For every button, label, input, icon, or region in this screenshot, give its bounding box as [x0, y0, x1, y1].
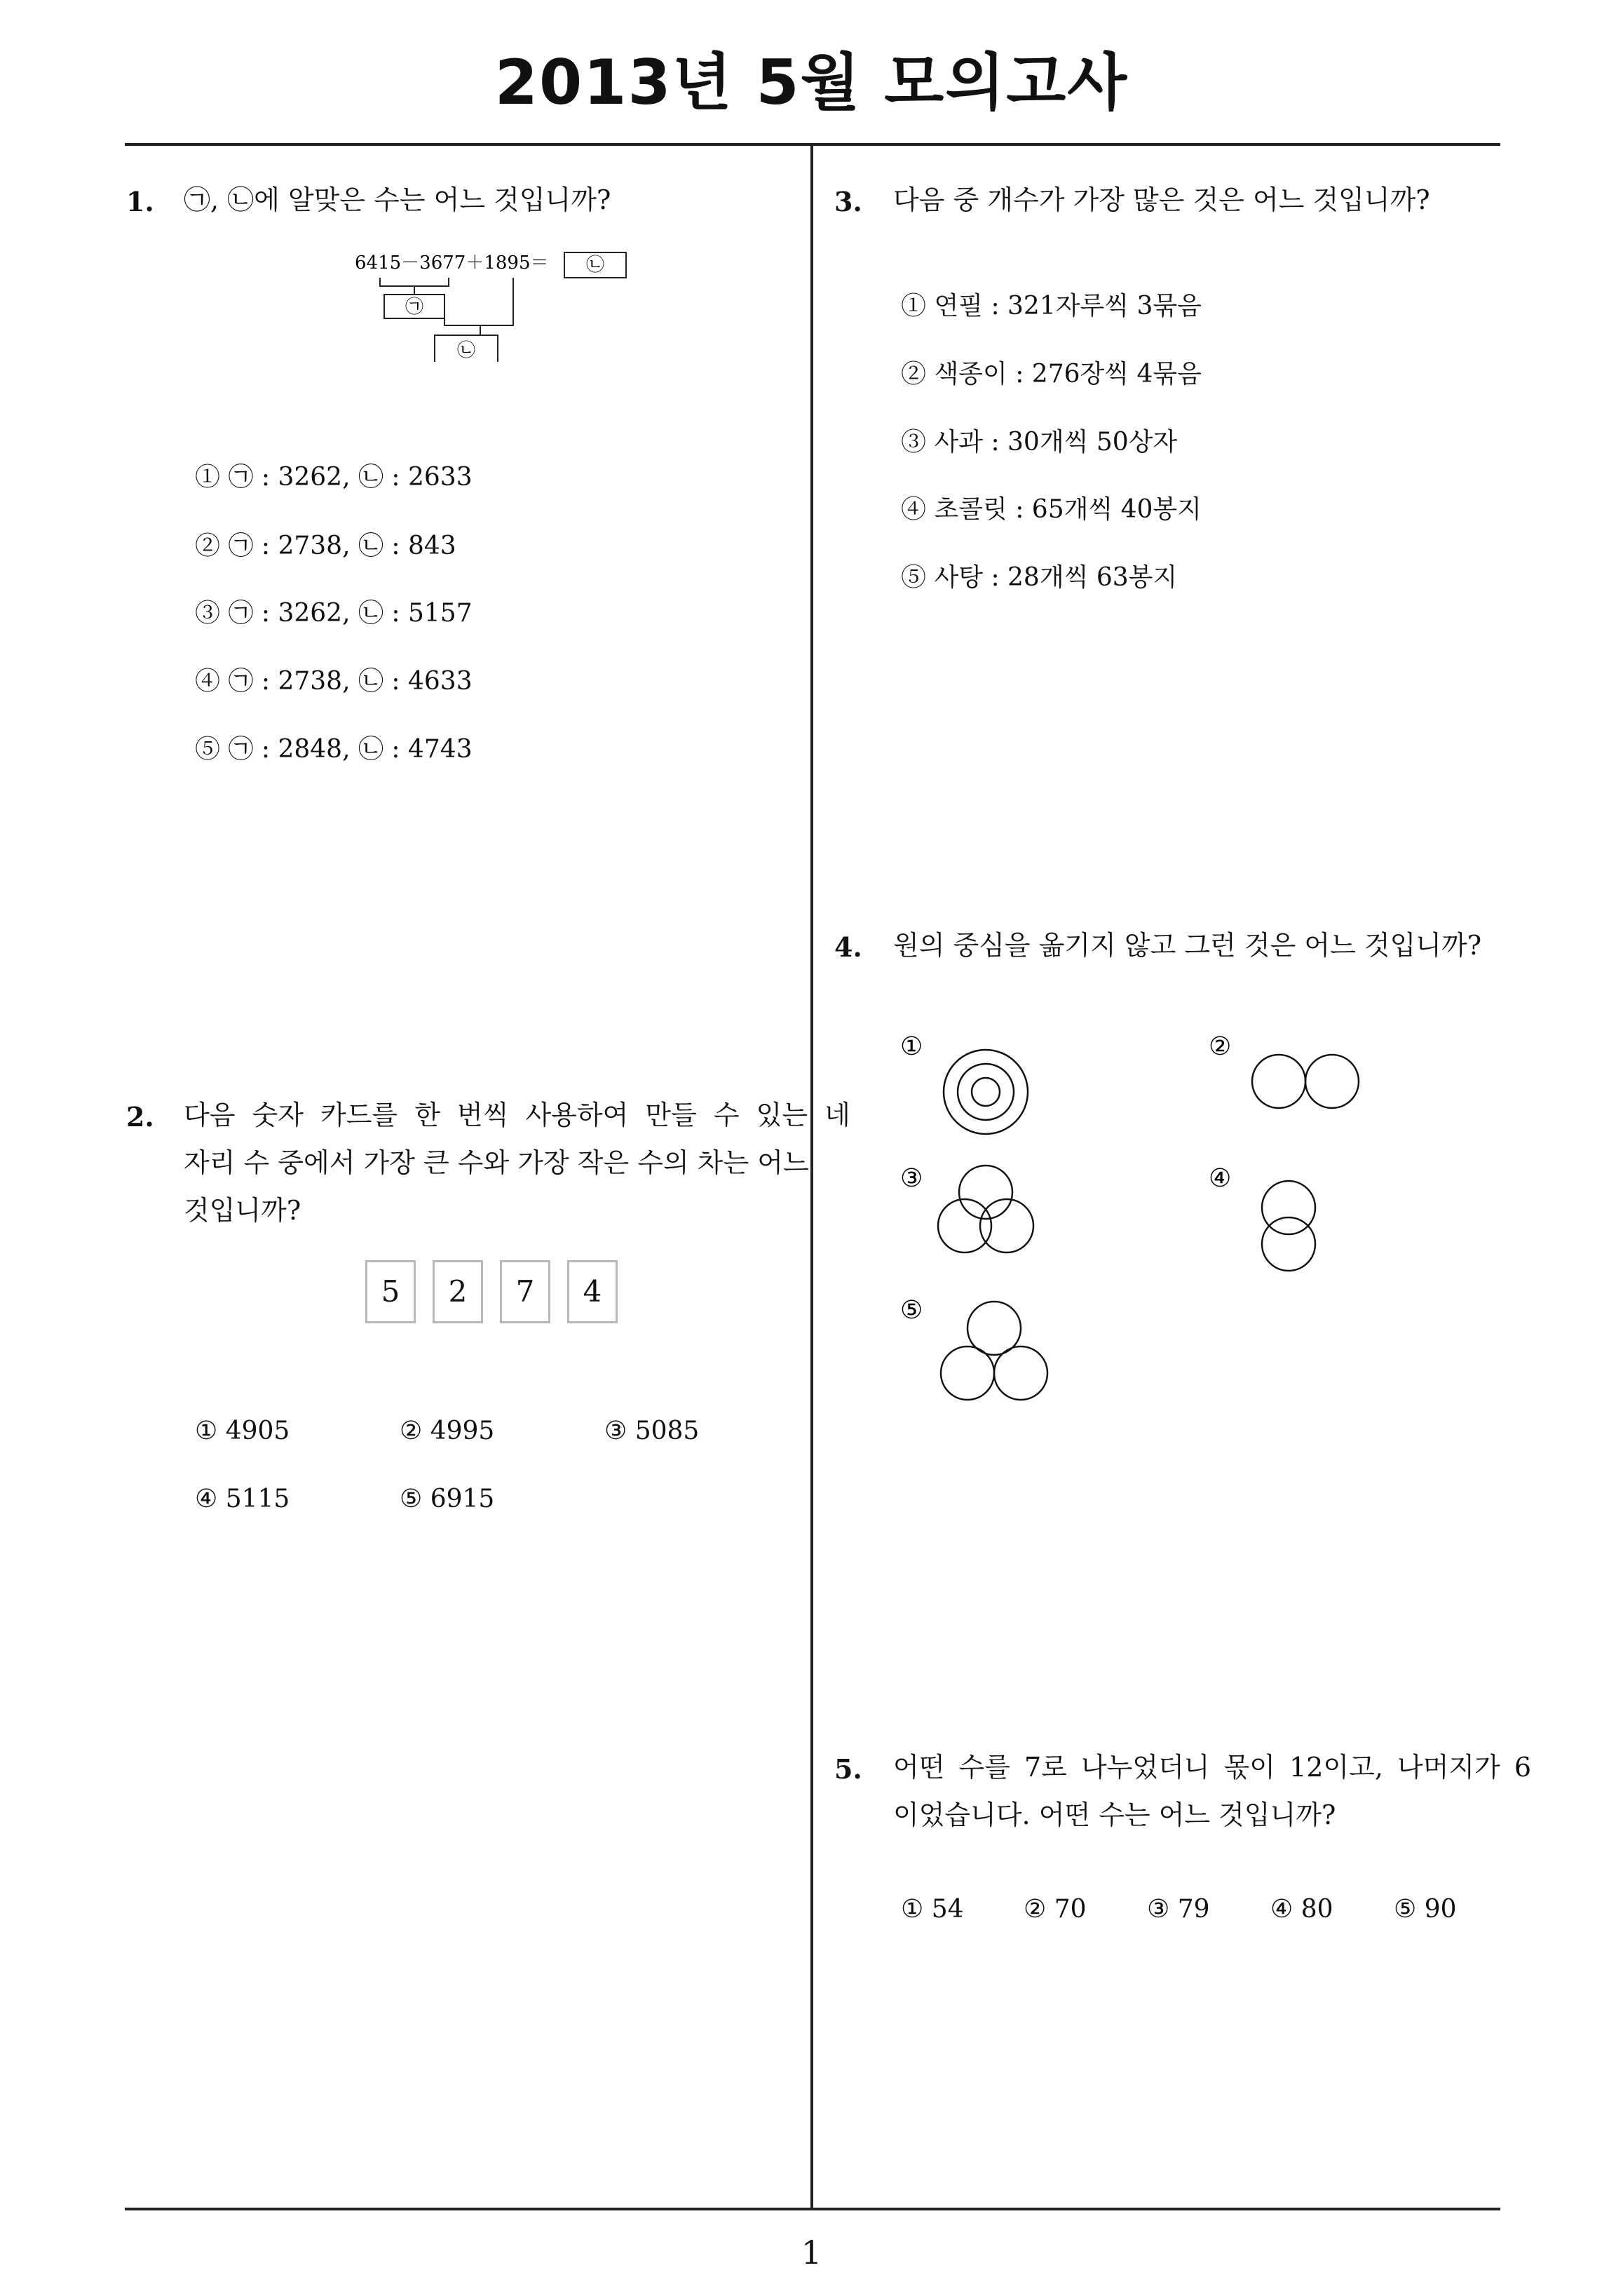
question-text-line-3: 것입니까?: [184, 1195, 301, 1226]
option-3: ③ 79: [1147, 1895, 1210, 1924]
option-4: ④ 초콜릿 : 65개씩 40봉지: [901, 495, 1202, 524]
question-text-line-2: 자리 수 중에서 가장 큰 수와 가장 작은 수의 차는 어느: [184, 1147, 809, 1178]
option-3: ③ 5085: [604, 1417, 700, 1445]
bracket-a: [380, 278, 449, 286]
tangent-circle-right: [994, 1346, 1047, 1400]
question-number: 5.: [834, 1753, 862, 1785]
equation-text: 6415－3677＋1895＝: [355, 252, 549, 274]
footer-divider: [125, 2208, 1500, 2210]
column-divider: [810, 144, 813, 2209]
option-5: ⑤ 90: [1394, 1895, 1457, 1924]
option-3-label: ③: [900, 1164, 923, 1193]
option-1: ① ㉠ : 3262, ㉡ : 2633: [195, 463, 473, 492]
page-title: 2013년 5월 모의고사: [494, 46, 1129, 119]
concentric-circle-outer: [944, 1050, 1028, 1134]
number-card: 2: [433, 1260, 483, 1323]
option-4-label: ④: [1209, 1164, 1232, 1193]
blank-box-a-label: ㉠: [405, 297, 424, 318]
option-5-label: ⑤: [900, 1296, 923, 1325]
question-number: 4.: [834, 931, 862, 963]
option-4: ④ 5115: [195, 1485, 290, 1513]
side-circle-right: [1305, 1055, 1359, 1108]
option-2: ② 색종이 : 276장씩 4묶음: [901, 360, 1202, 389]
option-3: ③ 사과 : 30개씩 50상자: [901, 428, 1178, 457]
option-2: ② 4995: [400, 1417, 495, 1445]
blank-box-b-label: ㉡: [456, 340, 476, 361]
option-1: ① 4905: [195, 1417, 290, 1445]
bracket-b: [444, 278, 513, 325]
number-card: 7: [500, 1260, 550, 1323]
question-number: 3.: [834, 186, 862, 217]
circle-options-figure: [890, 1024, 1437, 1431]
question-number: 1.: [126, 186, 154, 217]
side-circle-left: [1252, 1055, 1305, 1108]
equation-diagram: [351, 247, 645, 373]
question-text-line-2: 이었습니다. 어떤 수는 어느 것입니까?: [893, 1799, 1336, 1830]
option-2-label: ②: [1209, 1032, 1232, 1061]
option-2: ② 70: [1024, 1895, 1087, 1924]
concentric-circle-middle: [958, 1064, 1014, 1120]
question-text: 다음 중 개수가 가장 많은 것은 어느 것입니까?: [893, 184, 1430, 215]
number-card: 5: [365, 1260, 416, 1323]
answer-box-b-label: ㉡: [585, 255, 605, 276]
question-text: ㉠, ㉡에 알맞은 수는 어느 것입니까?: [184, 184, 611, 215]
option-2: ② ㉠ : 2738, ㉡ : 843: [195, 532, 456, 560]
option-5: ⑤ ㉠ : 2848, ㉡ : 4743: [195, 735, 473, 764]
number-card: 4: [567, 1260, 618, 1323]
option-5: ⑤ 6915: [400, 1485, 495, 1513]
option-3: ③ ㉠ : 3262, ㉡ : 5157: [195, 599, 473, 628]
question-text: 원의 중심을 옮기지 않고 그런 것은 어느 것입니까?: [893, 930, 1482, 961]
option-4: ④ ㉠ : 2738, ㉡ : 4633: [195, 667, 473, 696]
tangent-circle-left: [941, 1346, 994, 1400]
stacked-circle-bottom: [1262, 1217, 1315, 1271]
question-number: 2.: [126, 1101, 154, 1133]
question-text-line-1: 다음 숫자 카드를 한 번씩 사용하여 만들 수 있는 네: [184, 1100, 850, 1130]
page-number: 1: [801, 2234, 822, 2271]
option-1-label: ①: [900, 1032, 923, 1061]
concentric-circle-inner: [972, 1078, 1000, 1106]
option-5: ⑤ 사탕 : 28개씩 63봉지: [901, 563, 1178, 592]
question-text-line-1: 어떤 수를 7로 나누었더니 몫이 12이고, 나머지가 6: [893, 1752, 1532, 1783]
option-4: ④ 80: [1270, 1895, 1333, 1924]
option-1: ① 연필 : 321자루씩 3묶음: [901, 292, 1202, 320]
option-1: ① 54: [901, 1895, 964, 1924]
